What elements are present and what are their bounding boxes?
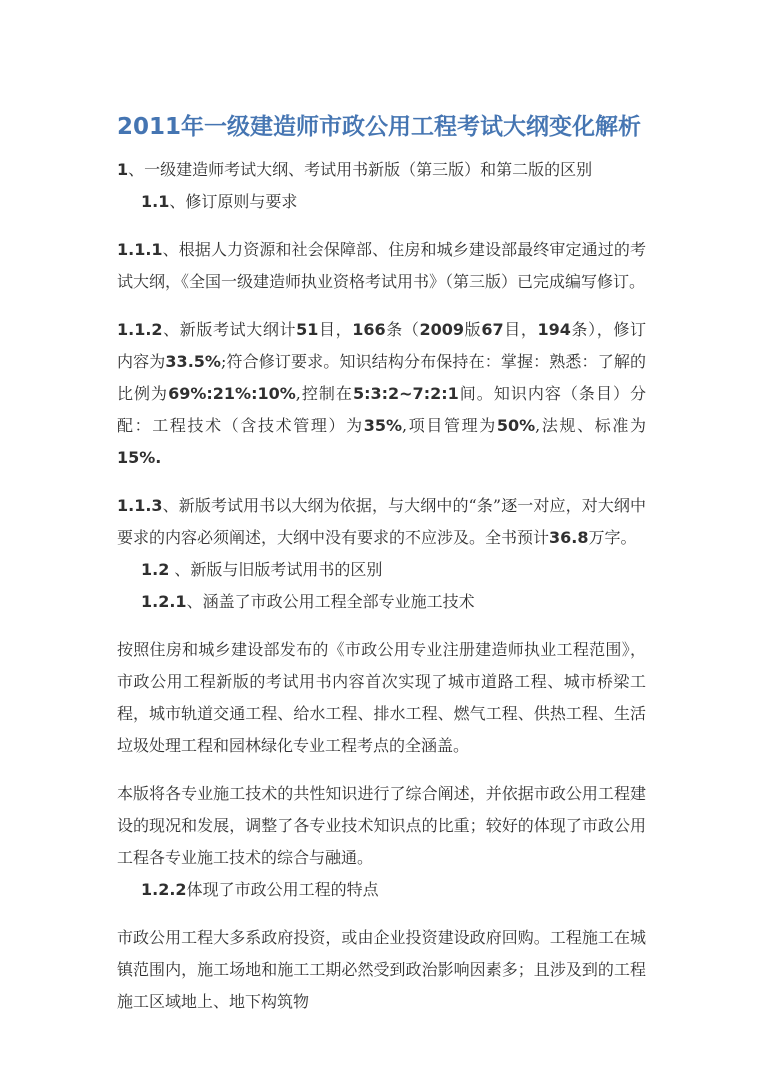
para-integration: 本版将各专业施工技术的共性知识进行了综合阐述，并依据市政公用工程建设的现况和发展，调整了各专业技术知识点的比重；较好的体现了市政公用工程各专业施工技术的综合与融通。 (117, 784, 646, 867)
section-1-heading: 1、一级建造师考试大纲、考试用书新版（第三版）和第二版的区别 (117, 160, 593, 179)
page-title: 2011年一级建造师市政公用工程考试大纲变化解析 (117, 114, 642, 140)
para-characteristics: 市政公用工程大多系政府投资，或由企业投资建设政府回购。工程施工在城镇范围内，施工场地和施工工期必然受到政治影响因素多；且涉及到的工程施工区域地上、地下构筑物 (117, 928, 646, 1011)
para-coverage: 按照住房和城乡建设部发布的《市政公用专业注册建造师执业工程范围》，市政公用工程新版的考试用书内容首次实现了城市道路工程、城市桥梁工程，城市轨道交通工程、给水工程、排水工程、燃气工程、供热工程、生活垃圾处理工程和园林绿化专业工程考点的全涵盖。 (117, 640, 646, 755)
section-1-1-heading: 1.1、修订原则与要求 (141, 192, 298, 211)
section-1-2-heading: 1.2 、新版与旧版考试用书的区别 (141, 560, 383, 579)
para-1-1-2: 1.1.2、新版考试大纲计51目，166条（2009版67目，194条），修订内容为33.5%;符合修订要求。知识结构分布保持在：掌握：熟悉：了解的比例为69%:21%:10%,控制在5:3:2~7:2:1间。知识内容（条目）分配：工程技术（含技术管理）为35%,项目管理为50%,法规、标准为15%. (117, 320, 646, 467)
section-1-2-1-heading: 1.2.1、涵盖了市政公用工程全部专业施工技术 (141, 592, 475, 611)
para-1-1-3: 1.1.3、新版考试用书以大纲为依据，与大纲中的“条”逐一对应，对大纲中要求的内容必须阐述，大纲中没有要求的不应涉及。全书预计36.8万字。 (117, 496, 646, 547)
para-1-1-1: 1.1.1、根据人力资源和社会保障部、住房和城乡建设部最终审定通过的考试大纲，《全国一级建造师执业资格考试用书》（第三版）已完成编写修订。 (117, 240, 646, 291)
section-1-2-2-heading: 1.2.2体现了市政公用工程的特点 (141, 880, 379, 899)
